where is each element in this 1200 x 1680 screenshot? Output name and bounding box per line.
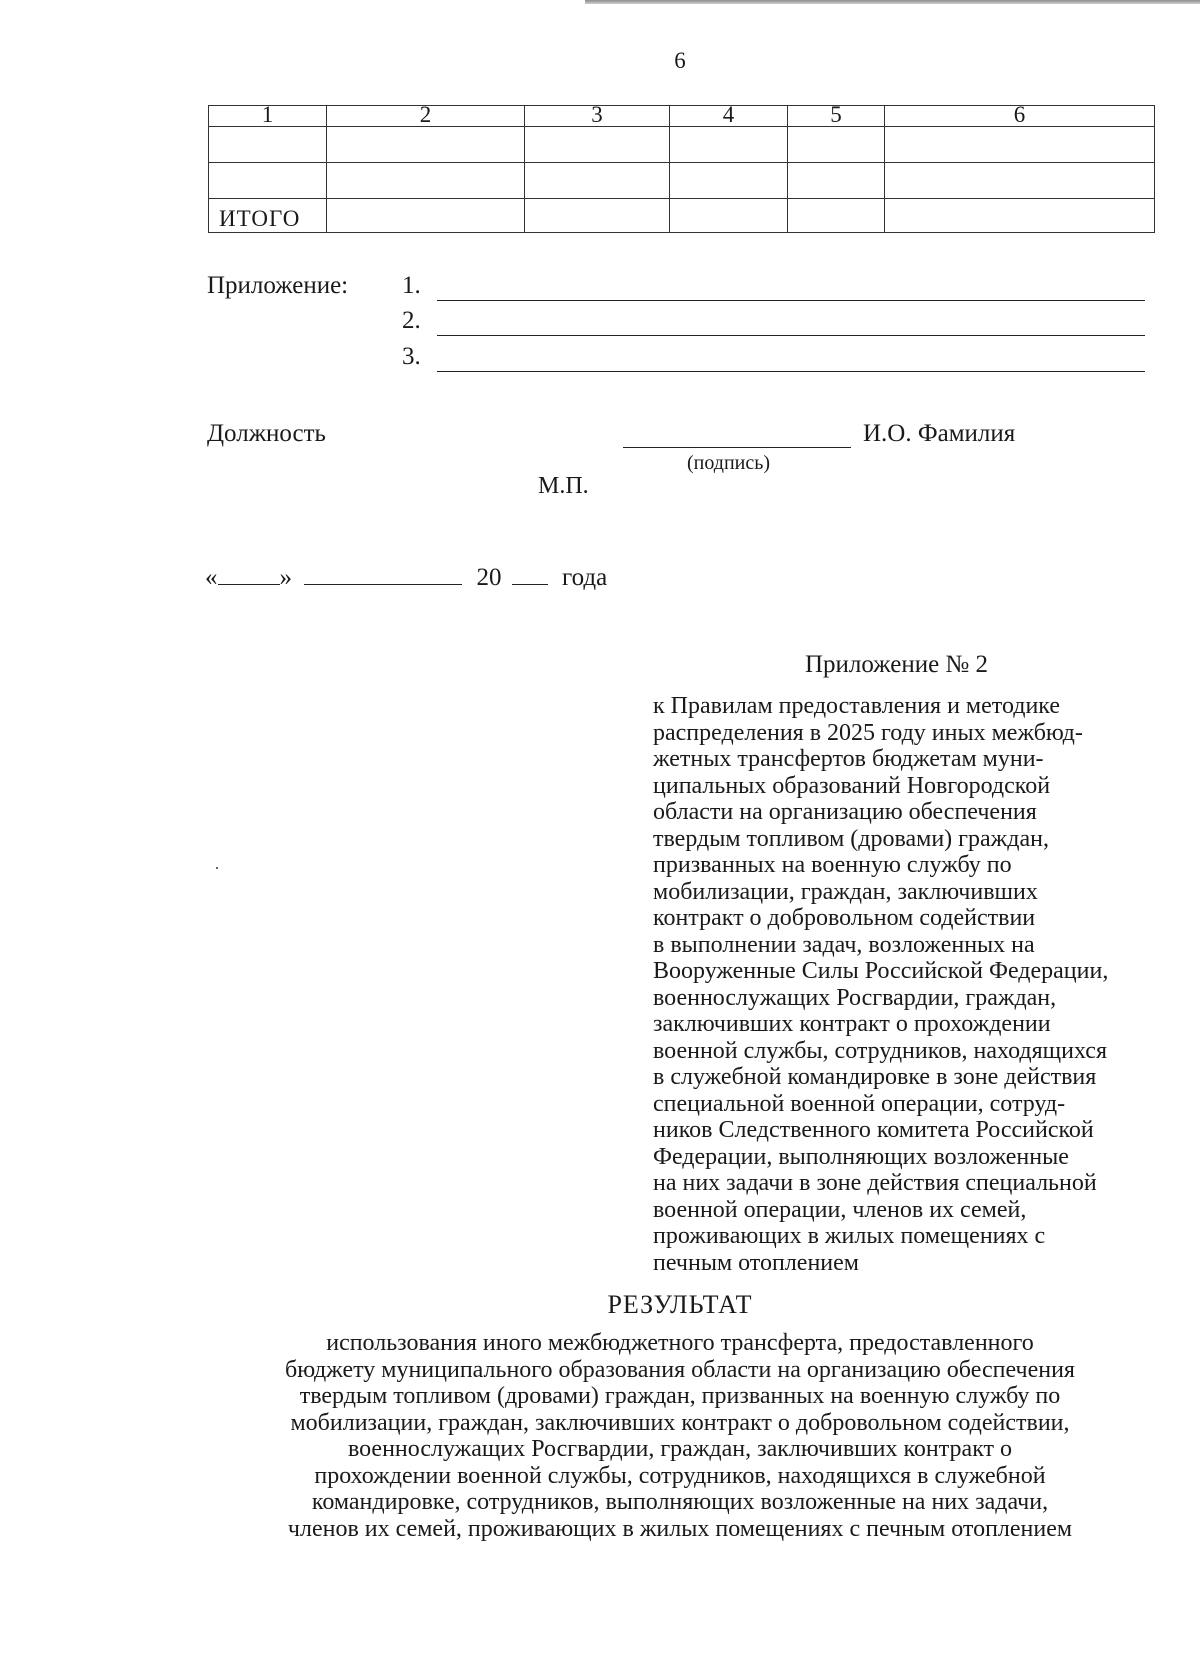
table-cell xyxy=(525,127,670,163)
table-cell xyxy=(525,163,670,199)
attachment-number: 1. xyxy=(402,272,421,299)
table-total-row xyxy=(209,199,1155,233)
table-cell xyxy=(788,199,885,233)
stamp-place: М.П. xyxy=(538,473,589,499)
table-cell xyxy=(788,127,885,163)
result-line: мобилизации, граждан, заключивших контракт о добровольном содействии, xyxy=(290,1409,1070,1436)
table-cell xyxy=(670,127,788,163)
table-cell xyxy=(327,127,525,163)
table-cell xyxy=(885,127,1155,163)
appendix-line: на них задачи в зоне действия специальной xyxy=(653,1170,1097,1196)
attachment-number: 3. xyxy=(402,343,421,370)
appendix-line: области на организацию обеспечения xyxy=(653,799,1037,825)
date-line xyxy=(205,562,607,592)
signature-caption: (подпись) xyxy=(687,452,771,474)
result-line: бюджету муниципального образования области на организацию обеспечения xyxy=(285,1356,1075,1383)
scan-edge-shadow xyxy=(585,0,1200,4)
table-cell xyxy=(327,163,525,199)
appendix-line: в выполнении задач, возложенных на xyxy=(653,931,1035,958)
table-cell xyxy=(885,199,1155,233)
appendix-line: контракт о добровольном содействии xyxy=(653,905,1036,931)
fill-in-line xyxy=(437,371,1145,372)
table-cell xyxy=(670,199,788,233)
attachment-number: 2. xyxy=(402,307,421,334)
appendix-line: военнослужащих Росгвардии, граждан, xyxy=(653,984,1057,1011)
appendix-line: к Правилам предоставления и методике xyxy=(653,693,1061,719)
fill-in-line xyxy=(437,335,1145,336)
report-table xyxy=(208,105,1154,233)
appendix-line: специальной военной операции, сотруд- xyxy=(653,1090,1066,1117)
appendix-line: жетных трансфертов бюджетам муни- xyxy=(653,746,1044,772)
table-cell xyxy=(209,127,327,163)
page-number: 6 xyxy=(674,48,686,73)
appendix-title: Приложение № 2 xyxy=(805,651,989,678)
appendix-line: Вооруженные Силы Российской Федерации, xyxy=(653,958,1109,984)
appendix-line: распределения в 2025 году иных межбюд- xyxy=(653,719,1083,746)
year-blank xyxy=(512,562,548,585)
appendix-line: твердым топливом (дровами) граждан, xyxy=(653,825,1049,852)
table-row xyxy=(209,127,1155,163)
appendix-text xyxy=(653,693,1173,1276)
appendix-line: проживающих в жилых помещениях с xyxy=(653,1223,1046,1249)
attachment-line xyxy=(402,307,432,335)
table-cell xyxy=(670,163,788,199)
appendix-line: военной операции, членов их семей, xyxy=(653,1196,1027,1223)
column-number: 6 xyxy=(885,106,1155,127)
column-number: 5 xyxy=(788,106,885,127)
result-line: военнослужащих Росгвардии, граждан, заключивших контракт о xyxy=(347,1436,1013,1462)
result-line: твердым топливом (дровами) граждан, призванных на военную службу по xyxy=(299,1383,1061,1409)
table-cell xyxy=(327,199,525,233)
appendix-line: призванных на военную службу по xyxy=(653,852,1012,878)
signer-position: Должность xyxy=(207,420,326,447)
result-subtitle xyxy=(150,1330,1200,1542)
table-cell xyxy=(209,163,327,199)
attachment-line xyxy=(402,343,432,371)
result-line: прохождении военной службы, сотрудников, находящихся в служебной xyxy=(314,1462,1046,1489)
column-number: 4 xyxy=(670,106,788,127)
fill-in-line xyxy=(437,300,1145,301)
scan-speck xyxy=(216,867,218,869)
appendix-line: Федерации, выполняющих возложенные xyxy=(653,1143,1069,1170)
column-number: 1 xyxy=(209,106,327,127)
attachment-line xyxy=(402,272,432,300)
appendix-line: заключивших контракт о прохождении xyxy=(653,1011,1051,1037)
attachments-label: Приложение: xyxy=(207,272,349,299)
year-prefix: 20 xyxy=(476,564,502,591)
appendix-line: мобилизации, граждан, заключивших xyxy=(653,878,1038,905)
table-row xyxy=(209,163,1155,199)
table-header-row xyxy=(209,106,1155,127)
day-blank xyxy=(218,562,280,585)
date-open-quote: « xyxy=(205,564,218,591)
total-label: ИТОГО xyxy=(209,199,327,233)
date-close-quote: » xyxy=(279,564,292,591)
result-line: членов их семей, проживающих в жилых помещениях с печным отоплением xyxy=(287,1515,1073,1542)
appendix-line: ципальных образований Новгородской xyxy=(653,772,1051,799)
result-line: использования иного межбюджетного трансферта, предоставленного xyxy=(326,1330,1034,1356)
column-number: 3 xyxy=(525,106,670,127)
table-cell xyxy=(788,163,885,199)
signer-name: И.О. Фамилия xyxy=(863,420,1016,447)
month-blank xyxy=(304,562,462,585)
appendix-line: в служебной командировке в зоне действия xyxy=(653,1064,1097,1090)
appendix-line: военной службы, сотрудников, находящихся xyxy=(653,1037,1107,1064)
table-cell xyxy=(885,163,1155,199)
table-cell xyxy=(525,199,670,233)
year-suffix: года xyxy=(562,564,608,591)
column-number: 2 xyxy=(327,106,525,127)
appendix-line: ников Следственного комитета Российской xyxy=(653,1117,1094,1143)
signature-line xyxy=(623,447,851,448)
result-heading: РЕЗУЛЬТАТ xyxy=(607,1290,753,1319)
appendix-line: печным отоплением xyxy=(653,1249,859,1276)
result-line: командировке, сотрудников, выполняющих возложенные на них задачи, xyxy=(311,1489,1049,1515)
